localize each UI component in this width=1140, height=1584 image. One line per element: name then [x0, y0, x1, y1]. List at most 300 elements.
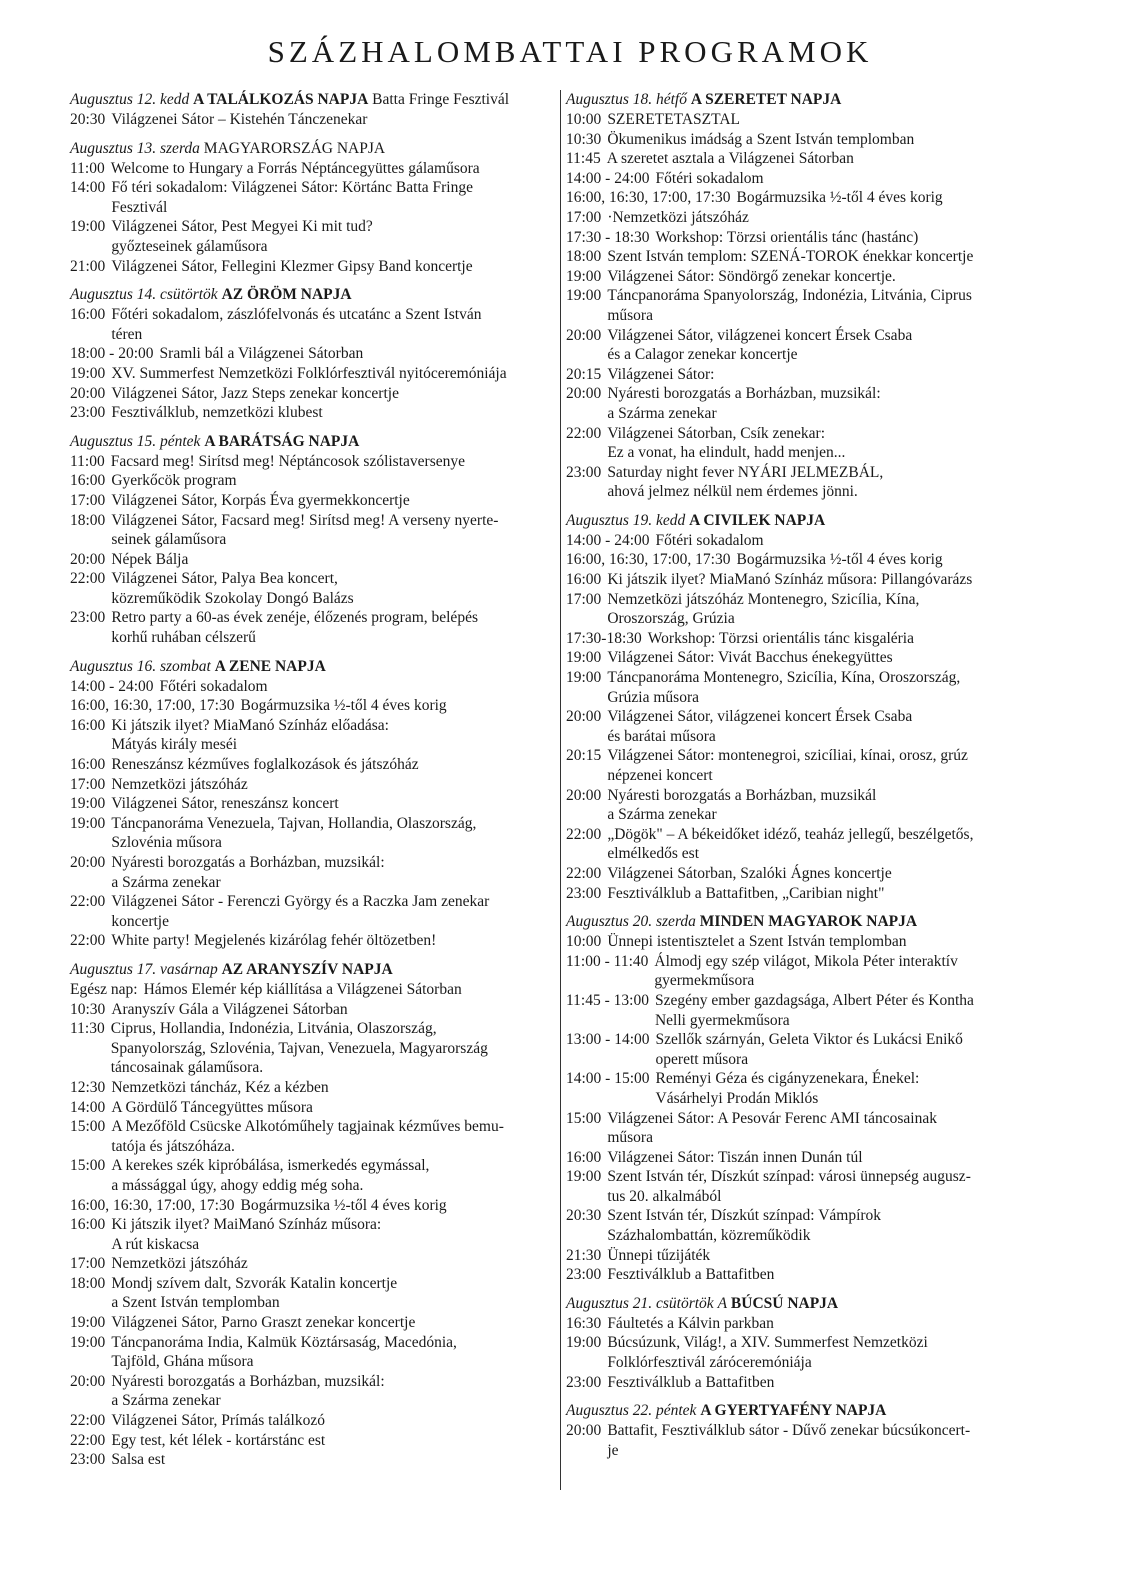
event-line: Világzenei Sátor: Tiszán innen Dunán túl	[607, 1148, 863, 1166]
event-description	[105, 775, 560, 795]
event-row	[566, 1030, 1106, 1069]
event-row	[70, 257, 560, 277]
event-line: Világzenei Sátor:	[607, 365, 715, 383]
event-line: Világzenei Sátor: Söndörgő zenekar koncertje.	[607, 267, 896, 285]
event-description	[105, 1098, 560, 1118]
event-description	[601, 1314, 1106, 1334]
event-row	[566, 1148, 1106, 1168]
event-description	[648, 952, 1106, 991]
event-line: Nemzetközi játszóház Montenegro, Szicília, Kína,	[607, 590, 920, 608]
event-description	[601, 247, 1106, 267]
event-row	[70, 1078, 560, 1098]
event-time: 21:00	[70, 257, 106, 275]
event-row	[566, 130, 1106, 150]
event-description	[650, 1030, 1106, 1069]
event-description	[105, 1156, 560, 1195]
event-description	[105, 178, 560, 217]
event-line: gyermekműsora	[654, 972, 755, 990]
event-line: Világzenei Sátor – Kistehén Tánczenekar	[111, 111, 368, 128]
event-line: Ünnepi tűzijáték	[607, 1246, 711, 1264]
event-time: 19:00	[70, 364, 106, 382]
event-time: 14:00 - 24:00	[70, 677, 154, 695]
event-row	[566, 1069, 1106, 1108]
day-section	[70, 285, 560, 423]
event-time: 19:00	[566, 1334, 602, 1352]
event-line: Fesztiválklub a Battafitben	[607, 1373, 775, 1391]
event-time: 23:00	[566, 1373, 602, 1391]
event-description	[105, 814, 560, 853]
event-row	[70, 178, 560, 217]
event-row	[70, 110, 560, 130]
event-row	[70, 217, 560, 256]
event-description	[601, 326, 1106, 365]
event-row	[70, 1274, 560, 1313]
event-time: 20:00	[566, 385, 602, 403]
event-line: Főtéri sokadalom	[655, 531, 764, 549]
event-row	[70, 931, 560, 951]
event-line: Világzenei Sátorban, Csík zenekar:	[607, 424, 826, 442]
day-name: MINDEN MAGYAROK NAPJA	[699, 913, 918, 931]
event-line: Bogármuzsika ½-től 4 éves korig	[736, 551, 943, 569]
event-description	[601, 746, 1106, 785]
day-name-prefix: A	[717, 1294, 728, 1312]
event-description	[601, 648, 1106, 668]
event-time: 19:00	[70, 1314, 106, 1332]
event-description	[650, 228, 1106, 248]
event-description	[234, 1196, 560, 1216]
event-description	[601, 864, 1106, 884]
event-line: Fesztiválklub, nemzetközi klubest	[111, 404, 323, 422]
day-header	[70, 90, 560, 110]
event-line: Fő téri sokadalom: Világzenei Sátor: Körtánc Batta Fringe	[111, 179, 473, 197]
event-line: Retro party a 60-as évek zenéje, élőzenés program, belépés	[111, 609, 478, 627]
event-row	[566, 110, 1106, 130]
event-description	[105, 892, 560, 931]
event-row	[566, 1373, 1106, 1393]
event-description	[601, 668, 1106, 707]
day-date: Augusztus 13. szerda	[70, 139, 200, 157]
event-line: Világzenei Sátor: Vivát Bacchus énekegyüttes	[607, 649, 893, 667]
event-time: 18:00 - 20:00	[70, 345, 154, 363]
event-row	[566, 932, 1106, 952]
event-line: Százhalombattán, közreműködik	[607, 1227, 811, 1245]
event-line: Világzenei Sátor: montenegroi, szicíliai, kínai, orosz, grúz	[607, 747, 968, 765]
event-line: korhű ruhában célszerű	[111, 629, 256, 647]
event-line: Vásárhelyi Prodán Miklós	[655, 1089, 819, 1107]
event-row	[566, 668, 1106, 707]
event-line: Folklórfesztivál záróceremóniája	[607, 1354, 812, 1372]
event-description	[138, 980, 560, 1000]
event-time: 17:00	[70, 1255, 106, 1273]
event-row	[70, 794, 560, 814]
day-header	[70, 960, 560, 980]
event-line: téren	[111, 325, 143, 343]
day-header	[566, 511, 1106, 531]
event-line: Ki játszik ilyet? MaiManó Színház műsora:	[111, 1216, 382, 1234]
event-time: 16:00	[566, 571, 602, 589]
event-description	[105, 1078, 560, 1098]
event-description	[730, 550, 1106, 570]
event-description	[105, 794, 560, 814]
event-row	[566, 952, 1106, 991]
event-description	[105, 305, 560, 344]
event-description	[105, 491, 560, 511]
event-line: a Szárma zenekar	[607, 806, 717, 824]
event-row	[70, 1196, 560, 1216]
event-row	[566, 570, 1106, 590]
event-line: Világzenei Sátor, világzenei koncert Érsek Csaba	[607, 326, 913, 344]
event-line: White party! Megjelenés kizárólag fehér öltözetben!	[111, 932, 437, 950]
event-description	[105, 608, 560, 647]
event-line: Sramli bál a Világzenei Sátorban	[159, 345, 364, 363]
event-time: 16:00	[70, 1216, 106, 1234]
event-line: Világzenei Sátor: A Pesovár Ferenc AMI táncosainak	[607, 1109, 937, 1127]
event-line: népzenei koncert	[607, 767, 713, 784]
event-description	[154, 344, 560, 364]
event-line: Szellők szárnyán, Geleta Viktor és Lukácsi Enikő	[655, 1031, 963, 1049]
event-description	[105, 1431, 560, 1451]
event-time: 19:00	[566, 287, 602, 305]
event-line: a Szent István templomban	[111, 1294, 280, 1312]
event-description	[601, 825, 1106, 864]
event-time: 17:30-18:30	[566, 629, 642, 647]
event-line: Aranyszív Gála a Világzenei Sátorban	[111, 1000, 348, 1018]
event-description	[105, 755, 560, 775]
event-line: A Gördülő Táncegyüttes műsora	[111, 1098, 313, 1116]
event-row	[70, 569, 560, 608]
day-name: A GYERTYAFÉNY NAPJA	[700, 1402, 887, 1420]
event-time: 19:00	[566, 669, 602, 687]
event-line: Világzenei Sátor, Facsard meg! Sirítsd meg! A verseny nyerte-	[111, 511, 499, 529]
event-row	[566, 228, 1106, 248]
event-description	[105, 1019, 560, 1078]
event-description	[105, 1450, 560, 1470]
event-line: a mássággal úgy, ahogy eddig még soha.	[111, 1176, 364, 1194]
event-time: 16:00	[70, 716, 106, 734]
event-time: 20:00	[70, 1372, 106, 1390]
event-time: 19:00	[70, 1333, 106, 1351]
event-line: Fesztivál	[111, 198, 168, 216]
event-row	[70, 1098, 560, 1118]
event-row	[566, 1246, 1106, 1266]
event-time: 17:00	[566, 590, 602, 608]
event-line: Nyáresti borozgatás a Borházban, muzsikál:	[111, 854, 385, 871]
event-row	[70, 716, 560, 755]
event-time: 16:00	[70, 306, 106, 324]
event-row	[70, 1215, 560, 1254]
event-line: győzteseinek gálaműsora	[111, 237, 268, 255]
event-description	[601, 1148, 1106, 1168]
day-header	[70, 139, 560, 159]
event-time: 17:00	[70, 775, 106, 793]
event-time: 22:00	[70, 893, 106, 911]
event-description	[642, 629, 1106, 649]
event-time: 22:00	[566, 424, 602, 442]
day-date: Augusztus 14. csütörtök	[70, 286, 218, 304]
day-date: Augusztus 19. kedd	[566, 511, 686, 529]
event-time: 11:00	[70, 452, 105, 470]
event-description	[105, 1117, 560, 1156]
event-time: 11:45 - 13:00	[566, 991, 649, 1009]
event-line: Álmodj egy szép világot, Mikola Péter interaktív	[654, 952, 958, 970]
event-time: 20:00	[70, 384, 106, 402]
event-time: 16:00, 16:30, 17:00, 17:30	[70, 697, 235, 715]
event-line: Ünnepi istentisztelet a Szent István templomban	[607, 933, 907, 951]
event-row	[566, 864, 1106, 884]
event-description	[730, 188, 1106, 208]
event-row	[566, 629, 1106, 649]
event-description	[105, 1411, 560, 1431]
event-row	[70, 980, 560, 1000]
event-time: 22:00	[566, 864, 602, 882]
event-line: Világzenei Sátor, Korpás Éva gyermekkoncertje	[111, 491, 410, 509]
event-time: 17:30 - 18:30	[566, 228, 650, 246]
event-time: 11:45	[566, 150, 601, 168]
event-description	[649, 991, 1106, 1030]
event-line: Bogármuzsika ½-től 4 éves korig	[240, 697, 447, 715]
event-row	[566, 463, 1106, 502]
event-description	[105, 1254, 560, 1274]
event-line: Világzenei Sátorban, Szalóki Ágnes koncertje	[607, 864, 892, 882]
day-section	[70, 139, 560, 277]
event-time: 19:00	[566, 1168, 602, 1186]
event-line: a Szárma zenekar	[111, 873, 221, 891]
event-row	[566, 326, 1106, 365]
event-description	[601, 1109, 1106, 1148]
event-line: koncertje	[111, 912, 169, 930]
event-description	[601, 365, 1106, 385]
event-line: je	[607, 1441, 619, 1459]
event-line: Világzenei Sátor, Palya Bea koncert,	[111, 570, 338, 588]
event-time: 22:00	[70, 570, 106, 588]
event-row	[566, 786, 1106, 825]
event-time: 19:00	[70, 795, 106, 813]
event-row	[566, 1421, 1106, 1460]
event-line: műsora	[607, 1129, 653, 1147]
event-line: Táncpanoráma India, Kalmük Köztársaság, Macedónia,	[111, 1333, 457, 1351]
event-line: Nemzetközi táncház, Kéz a kézben	[111, 1078, 329, 1096]
event-time: 10:00	[566, 111, 602, 128]
event-description	[601, 1265, 1106, 1285]
event-row	[566, 365, 1106, 385]
day-date: Augusztus 16. szombat	[70, 657, 211, 675]
event-row	[566, 267, 1106, 287]
event-line: Szent István tér, Díszkút színpad: Vámpírok	[607, 1207, 882, 1225]
event-line: A rút kiskacsa	[111, 1235, 200, 1253]
event-line: Mondj szívem dalt, Szvorák Katalin koncertje	[111, 1274, 398, 1292]
event-line: Nyáresti borozgatás a Borházban, muzsikál	[607, 786, 877, 804]
day-section	[566, 90, 1106, 502]
event-time: 15:00	[70, 1157, 106, 1175]
event-time: 18:00	[566, 248, 602, 266]
event-description	[105, 217, 560, 256]
day-name: BÚCSÚ NAPJA	[730, 1294, 839, 1312]
day-section	[566, 1401, 1106, 1460]
event-line: Egy test, két lélek - kortárstánc est	[111, 1431, 326, 1449]
event-row	[566, 384, 1106, 423]
event-description	[105, 110, 560, 130]
event-line: seinek gálaműsora	[111, 531, 227, 549]
event-time: 20:00	[566, 326, 602, 344]
event-line: Bogármuzsika ½-től 4 éves korig	[240, 1196, 447, 1214]
event-line: és barátai műsora	[607, 727, 716, 745]
event-line: Grúzia műsora	[607, 688, 699, 706]
event-line: A Mezőföld Csücske Alkotóműhely tagjainak kézműves bemu-	[111, 1118, 504, 1136]
event-row	[70, 452, 560, 472]
event-line: a Szárma zenekar	[607, 404, 717, 422]
event-line: Népek Bálja	[111, 550, 189, 568]
event-row	[70, 1431, 560, 1451]
event-description	[105, 384, 560, 404]
day-extra: Batta Fringe Fesztivál	[372, 91, 510, 108]
event-time: 19:00	[70, 218, 106, 236]
event-line: SZERETETASZTAL	[607, 111, 741, 128]
event-time: 11:00 - 11:40	[566, 952, 649, 970]
event-line: Főtéri sokadalom, zászlófelvonás és utcatánc a Szent István	[111, 306, 482, 324]
event-line: Oroszország, Grúzia	[607, 610, 735, 628]
event-row	[70, 1000, 560, 1020]
event-time: 18:00	[70, 511, 106, 529]
event-time: 23:00	[566, 884, 602, 902]
day-name: A BARÁTSÁG NAPJA	[204, 432, 360, 450]
event-line: táncosainak gálaműsora.	[110, 1059, 264, 1077]
event-description	[601, 208, 1106, 228]
event-row	[70, 364, 560, 384]
event-time: 23:00	[70, 609, 106, 627]
event-line: Világzenei Sátor, Prímás találkozó	[111, 1412, 325, 1430]
event-description	[601, 1421, 1106, 1460]
event-time: 23:00	[566, 1266, 602, 1284]
event-description	[105, 550, 560, 570]
event-time: 16:30	[566, 1314, 602, 1332]
event-time: 11:30	[70, 1020, 105, 1038]
event-line: Gyerkőcök program	[111, 472, 237, 490]
event-description	[601, 110, 1106, 130]
event-time: 16:00, 16:30, 17:00, 17:30	[566, 189, 731, 207]
event-description	[105, 1215, 560, 1254]
event-line: ·Nemzetközi játszóház	[607, 208, 749, 226]
day-header	[70, 285, 560, 305]
event-line: „Dögök" – A békeidőket idéző, teaház jellegű, beszélgetős,	[607, 825, 974, 843]
day-date: Augusztus 12. kedd	[70, 91, 190, 108]
event-row	[566, 286, 1106, 325]
event-description	[601, 786, 1106, 825]
day-name: A CIVILEK NAPJA	[689, 511, 826, 529]
event-time: 23:00	[70, 1451, 106, 1469]
event-description	[601, 267, 1106, 287]
event-line: Battafit, Fesztiválklub sátor - Dűvő zenekar búcsúkoncert-	[607, 1422, 971, 1440]
event-row	[566, 188, 1106, 208]
event-line: A szeretet asztala a Világzenei Sátorban	[606, 150, 854, 168]
event-row	[70, 550, 560, 570]
event-row	[566, 550, 1106, 570]
event-line: Workshop: Törzsi orientális tánc (hastánc)	[655, 228, 919, 246]
event-line: XV. Summerfest Nemzetközi Folklórfesztivál nyitóceremóniája	[111, 364, 507, 382]
event-line: Nyáresti borozgatás a Borházban, muzsikál:	[111, 1372, 385, 1390]
event-line: Bogármuzsika ½-től 4 éves korig	[736, 189, 943, 207]
event-line: Nyáresti borozgatás a Borházban, muzsikál:	[607, 385, 881, 403]
event-row	[566, 531, 1106, 551]
event-line: Ciprus, Hollandia, Indonézia, Litvánia, Olaszország,	[110, 1020, 437, 1038]
event-row	[566, 1109, 1106, 1148]
event-row	[70, 1333, 560, 1372]
event-description	[650, 531, 1106, 551]
event-row	[566, 1314, 1106, 1334]
event-row	[70, 491, 560, 511]
event-description	[601, 570, 1106, 590]
day-header	[566, 90, 1106, 110]
event-line: Nemzetközi játszóház	[111, 1255, 248, 1273]
event-time: 20:30	[70, 111, 106, 128]
event-line: Reményi Géza és cigányzenekara, Énekel:	[655, 1070, 920, 1088]
event-time: 14:00 - 24:00	[566, 169, 650, 187]
event-time: 22:00	[70, 1412, 106, 1430]
event-line: elmélkedős est	[607, 845, 699, 863]
event-row	[70, 892, 560, 931]
day-name: A SZERETET NAPJA	[690, 91, 842, 108]
event-line: Nelli gyermekműsora	[654, 1011, 790, 1029]
event-line: Spanyolország, Szlovénia, Tajvan, Venezuela, Magyarország	[110, 1039, 488, 1057]
day-section	[70, 657, 560, 951]
event-description	[105, 511, 560, 550]
event-line: Világzenei Sátor, Fellegini Klezmer Gipsy Band koncertje	[111, 257, 473, 275]
event-time: 18:00	[70, 1274, 106, 1292]
event-description	[234, 696, 560, 716]
event-description	[105, 257, 560, 277]
event-description	[105, 853, 560, 892]
event-line: Világzenei Sátor, Pest Megyei Ki mit tud?	[111, 218, 373, 236]
event-description	[601, 424, 1106, 463]
event-time: 20:00	[70, 550, 106, 568]
event-row	[70, 471, 560, 491]
event-row	[566, 1167, 1106, 1206]
event-description	[601, 1333, 1106, 1372]
day-header	[70, 657, 560, 677]
event-row	[70, 755, 560, 775]
event-line: Táncpanoráma Montenegro, Szicília, Kína, Oroszország,	[607, 669, 961, 687]
event-time: 20:30	[566, 1207, 602, 1225]
event-line: tus 20. alkalmából	[607, 1187, 722, 1205]
event-time: 19:00	[70, 814, 106, 832]
page-title: SZÁZHALOMBATTAI PROGRAMOK	[267, 34, 873, 69]
event-row	[70, 1313, 560, 1333]
event-time: Egész nap:	[70, 980, 138, 998]
event-line: tatója és játszóháza.	[111, 1137, 235, 1155]
event-description	[105, 159, 560, 179]
day-section	[566, 912, 1106, 1285]
event-description	[601, 286, 1106, 325]
event-line: Ki játszik ilyet? MiaManó Színház műsora: Pillangóvarázs	[607, 571, 973, 589]
event-description	[105, 403, 560, 423]
event-line: Táncpanoráma Spanyolország, Indonézia, Litvánia, Ciprus	[607, 287, 972, 305]
event-time: 23:00	[566, 463, 602, 481]
event-description	[601, 149, 1106, 169]
event-time: 22:00	[566, 825, 602, 843]
event-line: és a Calagor zenekar koncertje	[607, 346, 798, 364]
event-time: 20:00	[566, 708, 602, 726]
event-time: 20:15	[566, 365, 602, 383]
event-time: 20:00	[566, 786, 602, 804]
event-line: Világzenei Sátor, Parno Graszt zenekar koncertje	[111, 1314, 416, 1332]
event-time: 10:00	[566, 933, 602, 951]
event-row	[70, 344, 560, 364]
event-row	[70, 1156, 560, 1195]
day-header	[70, 432, 560, 452]
event-time: 15:00	[566, 1109, 602, 1127]
day-date: Augusztus 18. hétfő	[566, 91, 687, 108]
event-line: Főtéri sokadalom	[159, 677, 268, 695]
event-line: Világzenei Sátor, Jazz Steps zenekar koncertje	[111, 384, 399, 402]
